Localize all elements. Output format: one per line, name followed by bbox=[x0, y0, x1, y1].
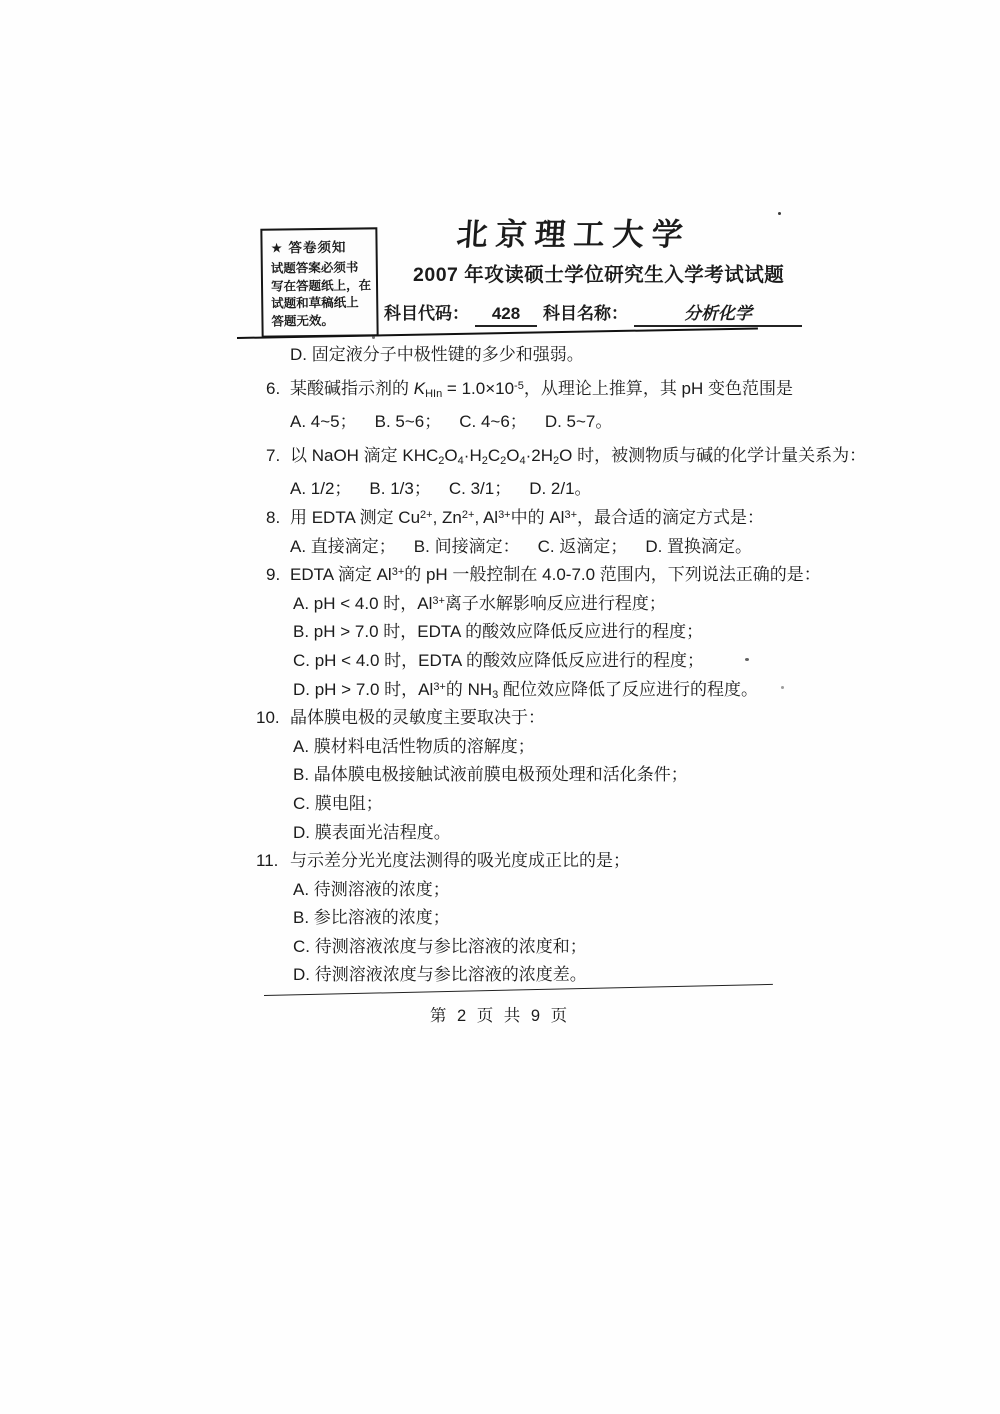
page-number: 第 2 页 共 9 页 bbox=[429, 1007, 571, 1025]
question-8 bbox=[255, 504, 855, 533]
subject-name-label: 科目名称： bbox=[543, 304, 628, 323]
question-7-option-c: C. 3/1； bbox=[448, 479, 512, 499]
question-10-option-d: D. 膜表面光洁程度。 bbox=[293, 822, 451, 842]
question-10-number: 10. bbox=[256, 708, 280, 728]
question-7-option-d: D. 2/1。 bbox=[529, 479, 592, 499]
subject-name-value: 分析化学 bbox=[634, 299, 802, 327]
question-6-option-d: D. 5~7。 bbox=[544, 412, 613, 432]
question-7 bbox=[255, 442, 867, 471]
notice-line: 答题无效。 bbox=[271, 313, 335, 329]
question-9-option-c: C. pH < 4.0 时，EDTA 的酸效应降低反应进行的程度； bbox=[293, 650, 705, 670]
question-7-option-b: B. 1/3； bbox=[369, 479, 431, 499]
question-6-option-b: B. 5~6； bbox=[374, 412, 442, 432]
question-9-option-b: B. pH > 7.0 时，EDTA 的酸效应降低反应进行的程度； bbox=[293, 622, 704, 642]
carryover-option-d: D. 固定液分子中极性键的多少和强弱。 bbox=[290, 345, 584, 364]
question-8-option-d: D. 置换滴定。 bbox=[645, 536, 753, 556]
question-11-number: 11. bbox=[256, 851, 279, 871]
notice-title: ★ 答卷须知 bbox=[270, 239, 347, 256]
notice-line: 写在答题纸上，在 bbox=[270, 277, 372, 294]
question-6 bbox=[255, 375, 855, 404]
notice-line: 试题和草稿纸上 bbox=[271, 295, 359, 311]
notice-line: 试题答案必须书 bbox=[270, 260, 359, 276]
question-9-option-a: A. pH < 4.0 时，$Al^{3+}$离子水解影响反应进行程度； bbox=[293, 593, 666, 613]
question-10-option-c: C. 膜电阻； bbox=[293, 793, 383, 813]
question-8-option-a: A. 直接滴定； bbox=[290, 536, 396, 556]
question-6-number: 6. bbox=[266, 378, 281, 398]
exam-title: 2007 年攻读硕士学位研究生入学考试试题 bbox=[413, 264, 785, 286]
questions-area bbox=[255, 341, 867, 990]
scan-speck bbox=[778, 212, 781, 215]
question-8-option-b: B. 间接滴定： bbox=[413, 536, 520, 556]
question-10-option-b: B. 晶体膜电极接触试液前膜电极预处理和活化条件； bbox=[293, 765, 688, 785]
question-8-options bbox=[290, 533, 855, 562]
scan-speck bbox=[372, 336, 375, 339]
question-7-options bbox=[290, 475, 855, 504]
question-6-stem: 某酸碱指示剂的 $K_{HIn} = 1.0\times 10^{-5}$，从理论上推算，其 pH 变色范围是 bbox=[290, 378, 794, 400]
scan-speck bbox=[745, 658, 749, 661]
question-10-stem: 晶体膜电极的灵敏度主要取决于： bbox=[290, 708, 545, 728]
question-11-stem: 与示差分光光度法测得的吸光度成正比的是； bbox=[290, 851, 630, 871]
question-10 bbox=[255, 704, 855, 733]
question-11-option-b: B. 参比溶液的浓度； bbox=[293, 908, 450, 928]
question-6-options bbox=[290, 408, 855, 437]
question-9-stem: EDTA 滴定 $Al^{3+}$的 pH 一般控制在 4.0-7.0 范围内，下列说法正确的是： bbox=[290, 565, 821, 585]
question-6-option-c: C. 4~6； bbox=[459, 412, 527, 432]
question-8-option-c: C. 返滴定； bbox=[537, 536, 628, 556]
question-9-number: 9. bbox=[266, 565, 281, 585]
question-11 bbox=[255, 847, 855, 876]
subject-line bbox=[384, 299, 802, 327]
question-11-option-d: D. 待测溶液浓度与参比溶液的浓度差。 bbox=[293, 965, 587, 985]
question-8-number: 8. bbox=[266, 507, 281, 527]
question-11-option-a: A. 待测溶液的浓度； bbox=[293, 879, 450, 899]
question-7-option-a: A. 1/2； bbox=[290, 479, 352, 499]
question-6-option-a: A. 4~5； bbox=[290, 412, 357, 432]
subject-code-value: 428 bbox=[475, 304, 537, 327]
question-8-stem: 用 EDTA 测定 $Cu^{2+}$, $Zn^{2+}$, $Al^{3+}$中的 $Al^{3+}$，最合适的滴定方式是： bbox=[290, 507, 764, 527]
subject-code-label: 科目代码： bbox=[384, 304, 469, 323]
question-10-option-a: A. 膜材料电活性物质的溶解度； bbox=[293, 736, 535, 756]
question-9-option-d: D. pH > 7.0 时，$Al^{3+}$的 $NH_3$ 配位效应降低了反应进行的程度。 bbox=[293, 679, 758, 701]
question-9 bbox=[255, 561, 855, 590]
question-7-number: 7. bbox=[266, 445, 281, 465]
scan-speck bbox=[781, 686, 784, 689]
answer-notice-box bbox=[260, 227, 378, 337]
question-7-stem: 以 NaOH 滴定 $KHC_2O_4\cdot H_2C_2O_4\cdot 2H_2O$ 时，被测物质与碱的化学计量关系为： bbox=[290, 445, 867, 467]
question-11-option-c: C. 待测溶液浓度与参比溶液的浓度和； bbox=[293, 936, 587, 956]
university-title: 北京理工大学 bbox=[455, 217, 693, 252]
